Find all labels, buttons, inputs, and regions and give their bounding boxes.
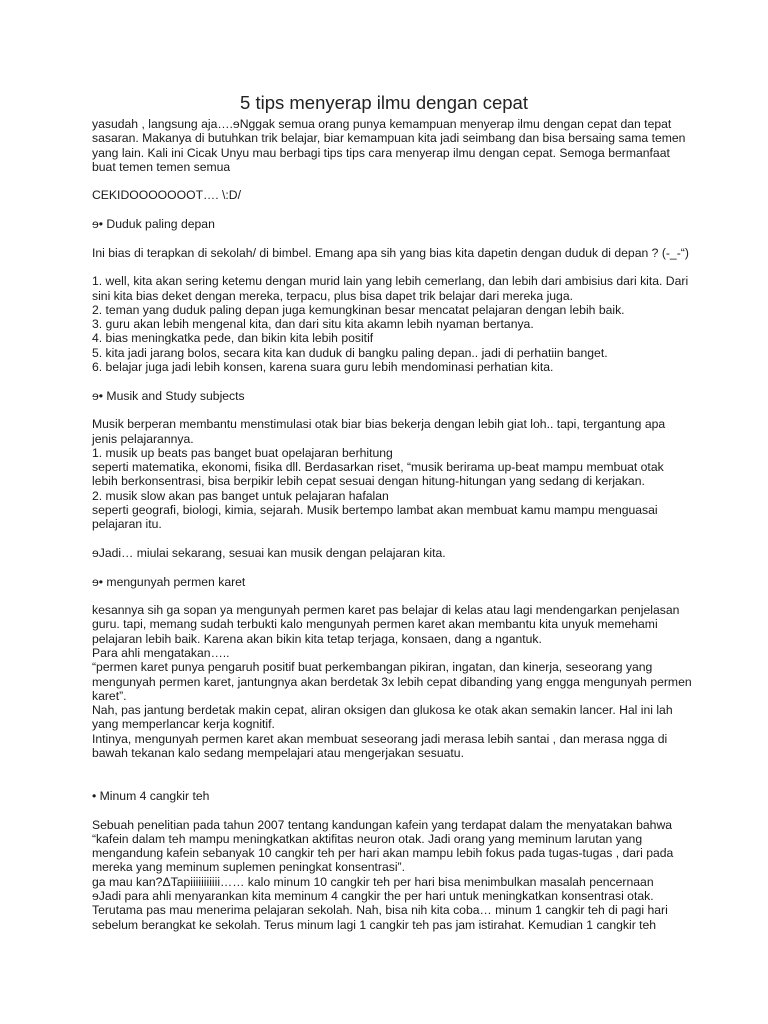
blank-line xyxy=(92,803,692,817)
blank-line xyxy=(92,775,692,789)
blank-line xyxy=(92,532,692,546)
blank-line xyxy=(92,589,692,603)
text-line: 1. well, kita akan sering ketemu dengan murid lain yang lebih cemerlang, dan lebih dari ambisius dari kita. Dari xyxy=(92,274,689,289)
text-line: “permen karet punya pengaruh positif buat perkembangan pikiran, ingatan, dan kinerja, seseorang yang xyxy=(92,660,653,675)
text-line: sebelum berangkat ke sekolah. Terus minum lagi 1 cangkir teh pas jam istirahat. Kemudian 1 cangkir teh xyxy=(92,917,657,932)
text-line: karet”. xyxy=(92,688,127,703)
text-line: Ini bias di terapkan di sekolah/ di bimbel. Emang apa sih yang bias kita dapetin dengan duduk di depan ? (-_-“) xyxy=(92,245,689,260)
blank-line xyxy=(92,260,692,274)
text-line: kesannya sih ga sopan ya mengunyah permen karet pas belajar di kelas atau lagi mendengarkan penjelasan xyxy=(92,603,680,618)
text-line: Sebuah penelitian pada tahun 2007 tentang kandungan kafein yang terdapat dalam the menyatakan bahwa xyxy=(92,817,673,832)
text-line: CEKIDOOOOOOOT…. \:D/ xyxy=(92,188,241,203)
blank-line xyxy=(92,374,692,388)
text-line: mengandung kafein sebanyak 10 cangkir teh per hari akan mampu lebih fokus pada tugas-tugas , dari pada xyxy=(92,846,674,861)
blank-line xyxy=(92,174,692,188)
text-line: pelajaran lebih baik. Karena akan bikin kita tetap terjaga, konsaen, dang a ngantuk. xyxy=(92,631,542,646)
text-line: buat temen temen semua xyxy=(92,159,231,174)
text-line: seperti matematika, ekonomi, fisika dll. Berdasarkan riset, “musik berirama up-beat mampu membuat otak xyxy=(92,460,664,475)
text-line: 2. teman yang duduk paling depan juga kemungkinan besar mencatat pelajaran dengan lebih baik. xyxy=(92,302,625,317)
blank-line xyxy=(92,231,692,245)
text-line: 3. guru akan lebih mengenal kita, dan dari situ kita akamn lebih nyaman bertanya. xyxy=(92,317,534,332)
page-title: 5 tips menyerap ilmu dengan cepat xyxy=(240,92,528,113)
text-line: Musik berperan membantu menstimulasi otak biar bias bekerja dengan lebih giat loh.. tapi, tergantung apa xyxy=(92,417,666,432)
blank-line xyxy=(92,760,692,774)
text-line: “kafein dalam teh mampu meningkatkan aktifitas neuron otak. Jadi orang yang meminum larutan yang xyxy=(92,831,643,846)
text-line: 2. musik slow akan pas banget untuk pelajaran hafalan xyxy=(92,488,389,503)
text-line: guru. tapi, memang sudah terbukti kalo mengunyah permen karet akan membantu kita unyuk memehami xyxy=(92,617,658,632)
text-line: Nah, pas jantung berdetak makin cepat, aliran oksigen dan glukosa ke otak akan semakin lancer. Hal ini lah xyxy=(92,703,673,718)
text-line: sasaran. Makanya di butuhkan trik belajar, biar kemampuan kita jadi seimbang dan bisa bersaing sama temen xyxy=(92,131,686,146)
text-line: ɘ• Duduk paling depan xyxy=(92,217,215,232)
text-line: ɘ• Musik and Study subjects xyxy=(92,388,245,403)
text-line: jenis pelajarannya. xyxy=(92,431,194,446)
text-line: 4. bias meningkatka pede, dan bikin kita lebih positif xyxy=(92,331,374,346)
text-line: sini kita bias deket dengan mereka, terpacu, plus bisa dapet trik belajar dari mereka juga. xyxy=(92,288,573,303)
text-line: bawah tekanan kalo sedang mempelajari atau mengerjakan sesuatu. xyxy=(92,746,464,761)
document-body xyxy=(92,117,692,932)
text-line: lebih berkonsentrasi, bisa berpikir lebih cepat sesuai dengan hitung-hitungan yang sedang di kerjakan. xyxy=(92,474,645,489)
text-line: 5. kita jadi jarang bolos, secara kita kan duduk di bangku paling depan.. jadi di perhatiin banget. xyxy=(92,345,608,360)
text-line: Intinya, mengunyah permen karet akan membuat seseorang jadi merasa lebih santai , dan merasa ngga di xyxy=(92,731,668,746)
text-line: mengunyah permen karet, jantungnya akan berdetak 3x lebih cepat dibanding yang engga mengunyah permen xyxy=(92,674,692,689)
text-line: yang memperlancar kerja kognitif. xyxy=(92,717,275,732)
text-line: pelajaran itu. xyxy=(92,517,162,532)
text-line: • Minum 4 cangkir teh xyxy=(92,788,210,803)
text-line: yasudah , langsung aja….ɘNggak semua orang punya kemampuan menyerap ilmu dengan cepat dan tepat xyxy=(92,117,672,131)
text-line: Terutama pas mau menerima pelajaran sekolah. Nah, bisa nih kita coba… minum 1 cangkir teh di pagi hari xyxy=(92,903,668,918)
blank-line xyxy=(92,403,692,417)
text-line: ɘJadi… miulai sekarang, sesuai kan musik dengan pelajaran kita. xyxy=(92,545,446,560)
blank-line xyxy=(92,203,692,217)
text-line: ɘJadi para ahli menyarankan kita meminum 4 cangkir the per hari untuk meningkatkan konsentrasi otak. xyxy=(92,889,654,904)
text-line: ga mau kan?ΔTapiiiiiiiiiii…… kalo minum 10 cangkir teh per hari bisa menimbulkan masalah pencernaan xyxy=(92,874,654,889)
text-line: Para ahli mengatakan….. xyxy=(92,645,230,660)
text-line: ɘ• mengunyah permen karet xyxy=(92,574,246,589)
text-line: mereka yang meminum suplemen peningkat konsentrasi”. xyxy=(92,860,405,875)
text-line: 1. musik up beats pas banget buat opelajaran berhitung xyxy=(92,445,393,460)
text-line: 6. belajar juga jadi lebih konsen, karena suara guru lebih mendominasi perhatian kita. xyxy=(92,360,554,375)
text-line: yang lain. Kali ini Cicak Unyu mau berbagi tips tips cara menyerap ilmu dengan cepat. Semoga bermanfaat xyxy=(92,145,670,160)
blank-line xyxy=(92,560,692,574)
text-line: seperti geografi, biologi, kimia, sejarah. Musik bertempo lambat akan membuat kamu mampu menguasai xyxy=(92,503,658,518)
